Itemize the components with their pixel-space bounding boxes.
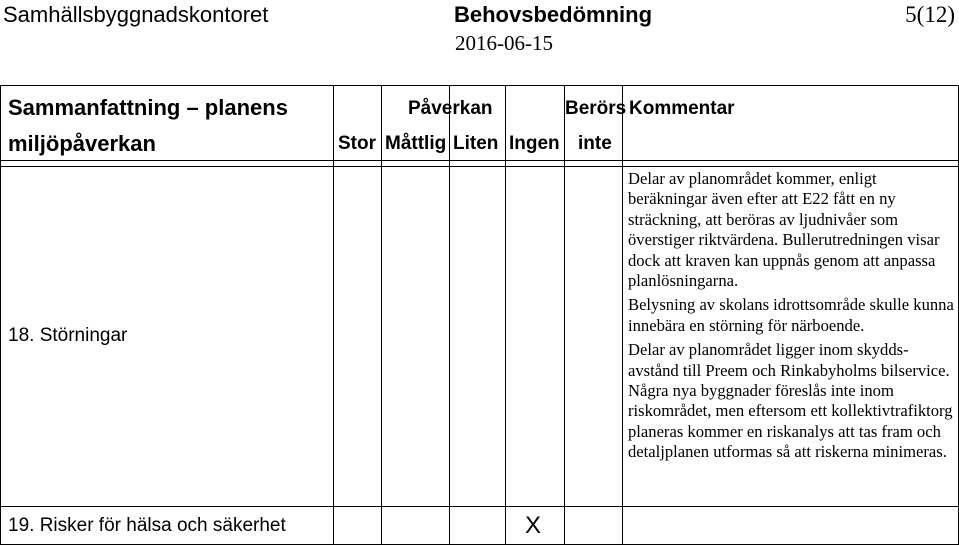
comment-paragraph: Delar av planområdet ligger inom skydds-avstånd till Preem och Rinkabyholms bilservice. Några nya byggnader föreslås inte inom riskområdet, men eftersom ett kollektivtrafiktorg planeras kommer en riskanalys att tas fram och detaljplanen utformas så att riskerna minimeras. xyxy=(628,340,953,462)
col-summary-heading-cont: miljöpåverkan xyxy=(8,131,156,156)
office-name: Samhällsbyggnadskontoret xyxy=(3,2,269,27)
document-date: 2016-06-15 xyxy=(455,31,553,55)
col-impact-stor: Stor xyxy=(338,133,376,154)
row-label-storningar: 18. Störningar xyxy=(8,325,128,346)
col-not-affected-heading-cont: inte xyxy=(578,133,612,154)
col-impact-heading: Påverkan xyxy=(408,98,493,119)
row-comment-storningar xyxy=(628,169,954,467)
document-title: Behovsbedömning xyxy=(454,2,653,27)
col-summary-heading: Sammanfattning – planens xyxy=(8,95,288,120)
col-comment-heading: Kommentar xyxy=(629,98,735,119)
col-impact-ingen: Ingen xyxy=(509,133,560,154)
col-impact-mattlig: Måttlig xyxy=(385,133,447,154)
col-impact-liten: Liten xyxy=(453,133,499,154)
mark-ingen-risker: X xyxy=(525,512,542,539)
comment-paragraph: Delar av planområdet kommer, enligt beräkningar även efter att E22 fått en ny sträckning, att beröras av ljudnivåer som överstiger riktvärdena. Bullerutredningen visar dock att kraven kan uppnås genom att anpassa planlösningarna. xyxy=(628,169,940,291)
page-number: 5(12) xyxy=(905,2,955,27)
row-label-risker: 19. Risker för hälsa och säkerhet xyxy=(8,515,286,536)
col-not-affected-heading: Berörs xyxy=(565,98,627,119)
comment-paragraph: Belysning av skolans idrottsområde skulle kunna innebära en störning för närboende. xyxy=(628,295,954,335)
